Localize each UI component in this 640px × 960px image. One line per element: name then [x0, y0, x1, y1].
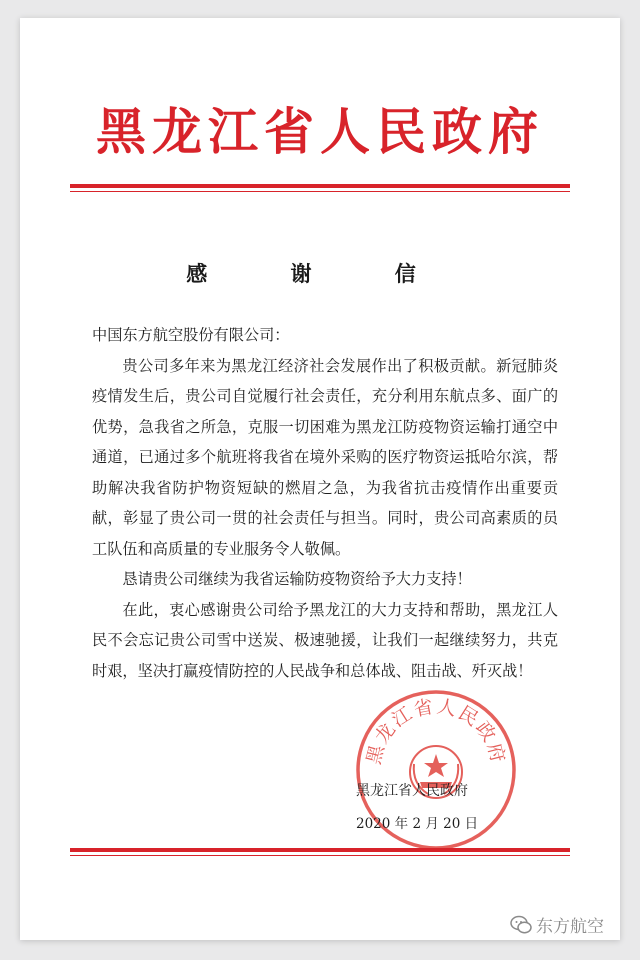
salutation: 中国东方航空股份有限公司：: [92, 326, 290, 344]
letterhead-rule-thick: [70, 184, 570, 188]
footer-rule-thick: [70, 848, 570, 852]
seal-text: 黑龙江省人民政府: [362, 695, 510, 767]
paragraph-2: 恳请贵公司继续为我省运输防疫物资给予大力支持！: [122, 570, 472, 588]
letterhead-title: 黑龙江省人民政府: [96, 102, 544, 161]
wechat-icon: [510, 915, 532, 935]
signature: 黑龙江省人民政府: [356, 783, 468, 799]
watermark: [510, 912, 604, 937]
document-title: 感 谢 信: [186, 262, 454, 286]
letter-body: [92, 320, 558, 686]
paragraph-3: 在此，衷心感谢贵公司给予黑龙江的大力支持和帮助，黑龙江人民不会忘记贵公司雪中送炭、极速驰援，让我们一起继续努力，共克时艰，坚决打赢疫情防控的人民战争和总体战、阻击战、歼灭战！: [92, 600, 558, 680]
paragraph-1: 贵公司多年来为黑龙江经济社会发展作出了积极贡献。新冠肺炎疫情发生后，贵公司自觉履行社会责任，充分利用东航点多、面广的优势，急我省之所急，克服一切困难为黑龙江防疫物资运输打通空中通道，已通过多个航班将我省在境外采购的医疗物资运抵哈尔滨，帮助解决我省防护物资短缺的燃眉之急，为我省抗击疫情作出重要贡献，彰显了贵公司一贯的社会责任与担当。同时，贵公司高素质的员工队伍和高质量的专业服务令人敬佩。: [92, 356, 558, 558]
footer-rule-thin: [70, 855, 570, 856]
watermark-text: 东方航空: [536, 917, 604, 937]
letterhead-rule-thin: [70, 191, 570, 192]
date: 2020 年 2 月 20 日: [356, 816, 479, 832]
